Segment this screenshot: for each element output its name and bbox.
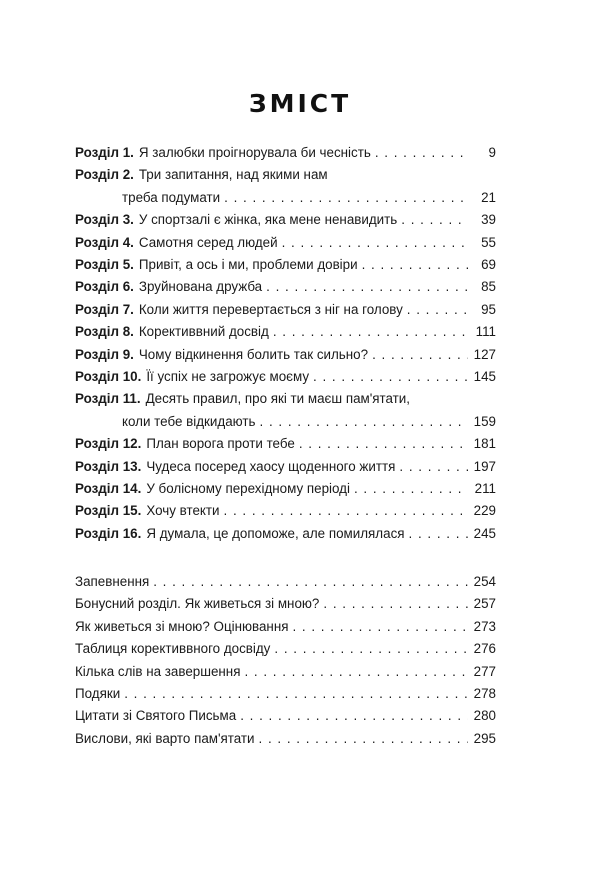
entry-title: Чудеса посеред хаосу щоденного життя (146, 458, 396, 474)
toc-entry-line (75, 433, 496, 455)
entry-title: Як живеться зі мною? Оцінювання (75, 618, 289, 634)
chapter-number: Розділ 16. (75, 525, 142, 541)
toc-entry[interactable] (75, 344, 496, 366)
toc-entry[interactable] (75, 638, 496, 660)
page-number: 278 (473, 685, 496, 701)
toc-entry-line (75, 478, 496, 500)
dot-leader (354, 478, 468, 500)
toc-entry[interactable] (75, 232, 496, 254)
page-number: 9 (488, 145, 496, 160)
entry-title: У спортзалі є жінка, яка мене ненавидить (138, 212, 398, 228)
entry-title: Зруйнована дружба (138, 279, 263, 295)
toc-entry[interactable] (75, 500, 496, 522)
entry-title: Три запитання, над якими нам (138, 167, 328, 183)
page-number: 277 (473, 663, 496, 679)
chapter-number: Розділ 12. (75, 436, 142, 452)
toc-entry-line (75, 593, 496, 615)
dot-leader (372, 344, 468, 366)
toc-entry-line (75, 276, 496, 298)
entry-title: Таблиця корективвного досвіду (75, 641, 271, 657)
chapter-number: Розділ 8. (75, 324, 134, 340)
chapter-number: Розділ 6. (75, 279, 134, 295)
dot-leader (375, 142, 468, 164)
dot-leader (299, 433, 468, 455)
toc-entry[interactable] (75, 142, 496, 164)
dot-leader (224, 500, 468, 522)
toc-entry-line (75, 187, 496, 209)
toc-entry[interactable] (75, 683, 496, 705)
toc-entry[interactable] (75, 209, 496, 231)
page-number: 39 (481, 212, 496, 228)
toc-entry[interactable] (75, 456, 496, 478)
chapter-number: Розділ 14. (75, 480, 142, 496)
entry-title: Подяки (75, 685, 121, 701)
dot-leader (260, 411, 468, 433)
page-number: 254 (473, 574, 496, 589)
back-matter-list (75, 571, 496, 750)
toc-entry[interactable] (75, 705, 496, 727)
toc-entry-line (75, 254, 496, 276)
chapter-number: Розділ 10. (75, 368, 142, 384)
dot-leader (399, 456, 467, 478)
toc-entry-line (75, 321, 496, 343)
toc-entry-line (75, 209, 496, 231)
chapter-number: Розділ 5. (75, 256, 134, 272)
toc-entry[interactable] (75, 299, 496, 321)
toc-entry-line (75, 571, 496, 593)
toc-entry[interactable] (75, 478, 496, 500)
entry-title: Коли життя перевертається з ніг на голову (138, 301, 403, 317)
entry-title: Запевнення (75, 574, 150, 589)
page-number: 181 (473, 436, 496, 452)
toc-entry-line (75, 344, 496, 366)
toc-entry-line (75, 500, 496, 522)
page-number: 95 (481, 301, 496, 317)
page-number: 111 (475, 324, 496, 340)
page-number: 21 (481, 189, 496, 205)
page-number: 295 (473, 730, 496, 746)
page-number: 276 (473, 641, 496, 657)
entry-title: План ворога проти тебе (146, 436, 295, 452)
toc-entry-line (75, 164, 496, 186)
page-number: 280 (473, 708, 496, 724)
entry-title: Самотня серед людей (138, 234, 278, 250)
dot-leader (362, 254, 468, 276)
chapter-number: Розділ 13. (75, 458, 142, 474)
toc-entry-line (75, 523, 496, 545)
entry-title: коли тебе відкидають (122, 413, 256, 429)
page-number: 127 (473, 346, 496, 362)
page-number: 55 (481, 234, 496, 250)
dot-leader (124, 683, 467, 705)
entry-title: Десять правил, про які ти маєш пам'ятати, (145, 391, 411, 407)
page-number: 159 (473, 413, 496, 429)
entry-title: Привіт, а ось і ми, проблеми довіри (138, 256, 358, 272)
dot-leader (274, 638, 467, 660)
page-number: 211 (474, 480, 496, 496)
entry-title: Її успіх не загрожує моєму (146, 368, 310, 384)
toc-entry-line (75, 661, 496, 683)
dot-leader (240, 705, 467, 727)
toc-entry[interactable] (75, 593, 496, 615)
toc-entry-line (75, 728, 496, 750)
entry-title: Корективвний досвід (138, 324, 269, 340)
entry-title: Цитати зі Святого Письма (75, 708, 237, 724)
toc-entry[interactable] (75, 366, 496, 388)
page-number: 145 (473, 368, 496, 384)
page-number: 85 (481, 279, 496, 295)
page-number: 273 (473, 618, 496, 634)
entry-title: Бонусний розділ. Як живеться зі мною? (75, 596, 320, 612)
toc-entry-line (75, 366, 496, 388)
page-number: 197 (473, 458, 496, 474)
entry-title: Я думала, це допоможе, але помилялася (146, 525, 405, 541)
entry-title: У болісному перехідному періоді (146, 480, 350, 496)
entry-title: Чому відкинення болить так сильно? (138, 346, 369, 362)
dot-leader (407, 299, 468, 321)
entry-title: Кілька слів на завершення (75, 663, 241, 679)
dot-leader (323, 593, 467, 615)
dot-leader (266, 276, 468, 298)
page-number: 245 (473, 525, 496, 541)
toc-entry[interactable] (75, 321, 496, 343)
toc-entry-line (75, 705, 496, 727)
toc-entry-line (75, 638, 496, 660)
toc-entry-line (75, 388, 496, 410)
dot-leader (259, 728, 468, 750)
toc-entry-line (75, 299, 496, 321)
dot-leader (401, 209, 468, 231)
dot-leader (282, 232, 468, 254)
entry-title: Вислови, які варто пам'ятати (75, 730, 255, 746)
toc-entry[interactable] (75, 276, 496, 298)
entry-title: Я залюбки проігнорувала би чесність (138, 145, 371, 160)
toc-entry[interactable] (75, 728, 496, 750)
dot-leader (292, 616, 467, 638)
page-title: ЗМІСТ (248, 88, 352, 118)
dot-leader (224, 187, 468, 209)
chapter-list (75, 142, 496, 545)
page-number: 229 (473, 503, 496, 519)
toc-entry-line (75, 232, 496, 254)
chapter-number: Розділ 4. (75, 234, 134, 250)
dot-leader (313, 366, 468, 388)
page-number: 257 (473, 596, 496, 612)
chapter-number: Розділ 7. (75, 301, 134, 317)
toc-entry[interactable] (75, 164, 496, 209)
toc-entry[interactable] (75, 571, 496, 593)
chapter-number: Розділ 15. (75, 503, 142, 519)
chapter-number: Розділ 1. (75, 145, 134, 160)
entry-title: треба подумати (122, 189, 221, 205)
toc-entry[interactable] (75, 661, 496, 683)
page-number: 69 (481, 256, 496, 272)
toc-entry[interactable] (75, 254, 496, 276)
toc-entry-line (75, 683, 496, 705)
dot-leader (153, 571, 467, 593)
toc-entry[interactable] (75, 433, 496, 455)
toc-entry-line (75, 456, 496, 478)
toc-entry[interactable] (75, 523, 496, 545)
chapter-number: Розділ 11. (75, 391, 141, 407)
toc-entry[interactable] (75, 388, 496, 433)
chapter-number: Розділ 2. (75, 167, 134, 183)
dot-leader (244, 661, 467, 683)
toc-entry-line (75, 616, 496, 638)
toc-entry-line (75, 142, 496, 164)
dot-leader (409, 523, 468, 545)
entry-title: Хочу втекти (146, 503, 220, 519)
toc-entry[interactable] (75, 616, 496, 638)
toc-entry-line (75, 411, 496, 433)
dot-leader (273, 321, 468, 343)
chapter-number: Розділ 9. (75, 346, 134, 362)
chapter-number: Розділ 3. (75, 212, 134, 228)
